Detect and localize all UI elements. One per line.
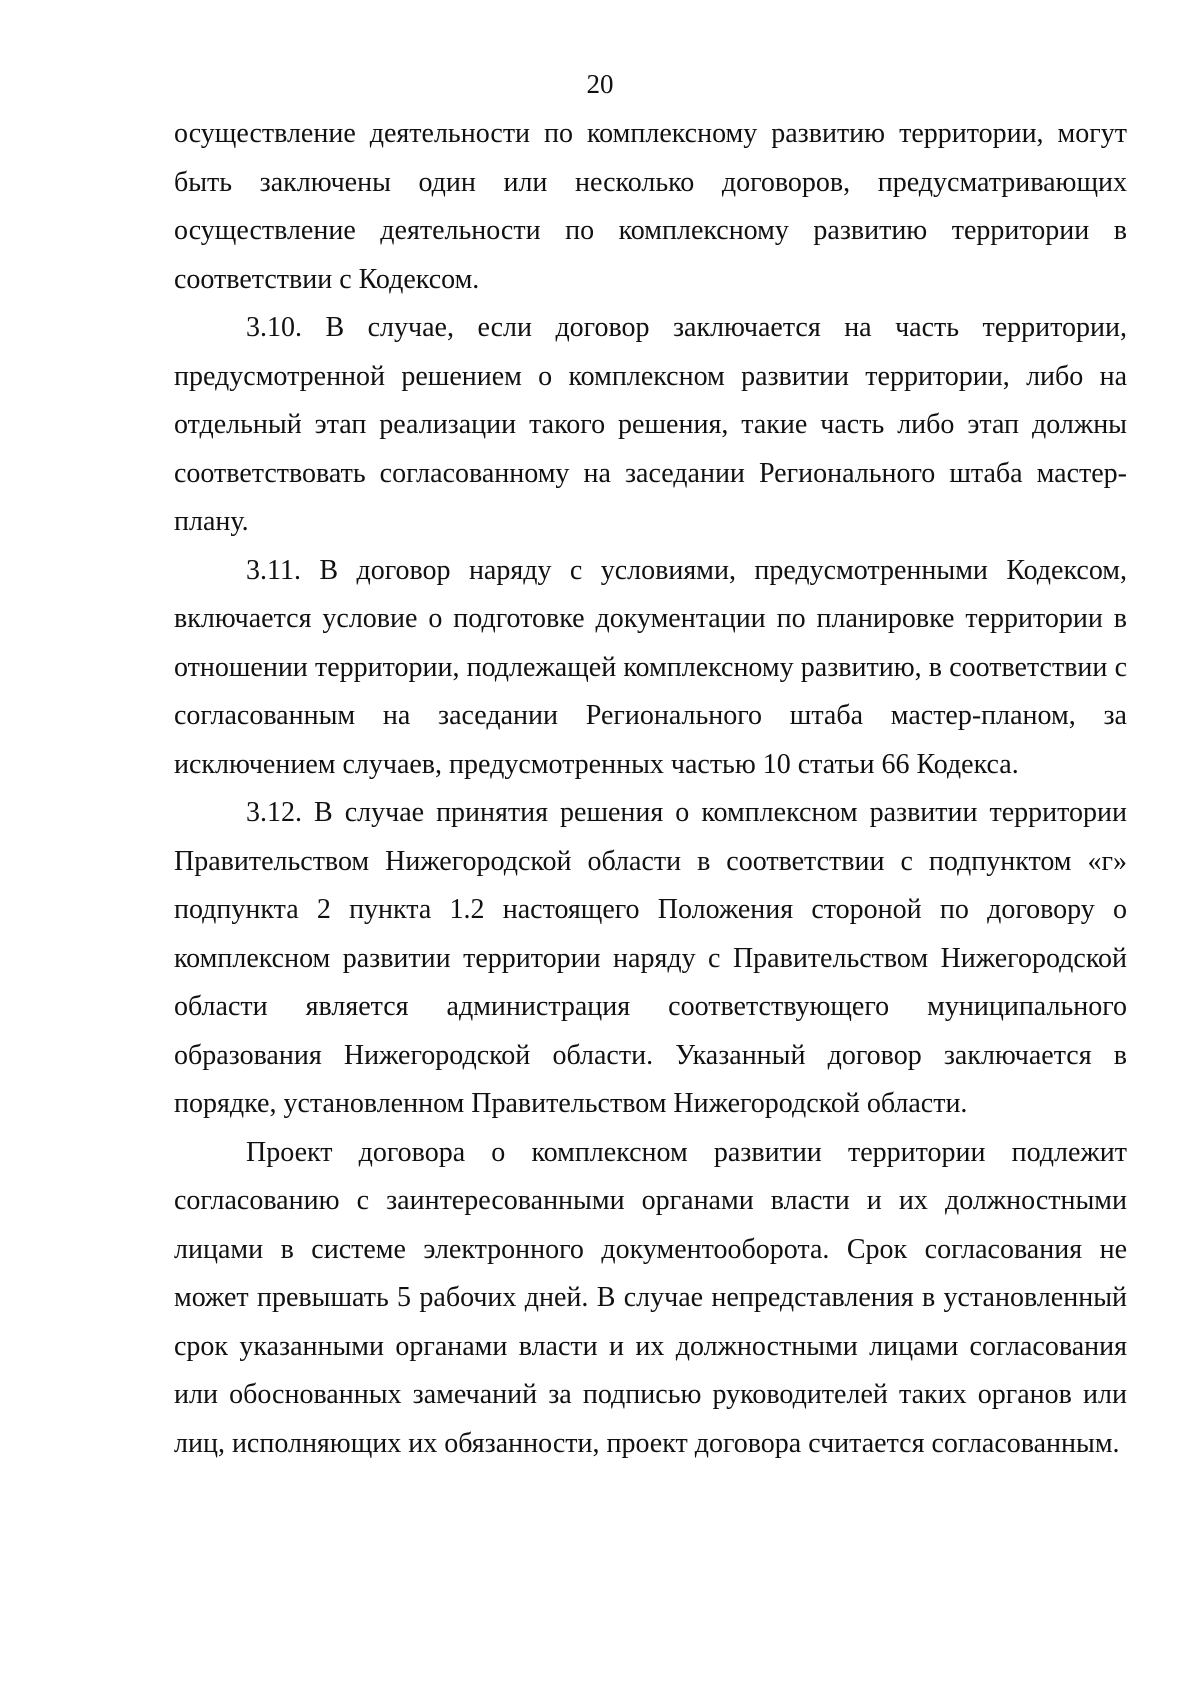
page-number: 20	[586, 69, 614, 99]
paragraph-3-11: 3.11. В договор наряду с условиями, предусмотренными Кодексом, включается условие о подготовке документации по планировке территории в отношении территории, подлежащей комплексному развитию, в соответствии с согласованным на заседании Регионального штаба мастер-планом, за исключением случаев, предусмотренных частью 10 статьи 66 Кодекса.	[174, 554, 1127, 780]
document-body	[174, 110, 1127, 1468]
paragraph-3-10: 3.10. В случае, если договор заключается на часть территории, предусмотренной решением о комплексном развитии территории, либо на отдельный этап реализации такого решения, такие часть либо этап должны соответствовать согласованному на заседании Регионального штаба мастер-плану.	[174, 312, 1127, 537]
paragraph-3-12: 3.12. В случае принятия решения о комплексном развитии территории Правительством Нижегородской области в соответствии с подпунктом «г» подпункта 2 пункта 1.2 настоящего Положения стороной по договору о комплексном развитии территории наряду с Правительством Нижегородской области является администрация соответствующего муниципального образования Нижегородской области. Указанный договор заключается в порядке, установленном Правительством Нижегородской области.	[174, 797, 1127, 1119]
paragraph-continuation: осуществление деятельности по комплексному развитию территории, могут быть заключены один или несколько договоров, предусматривающих осуществление деятельности по комплексному развитию территории в соответствии с Кодексом.	[174, 118, 1127, 295]
paragraph-contract-approval: Проект договора о комплексном развитии территории подлежит согласованию с заинтересованными органами власти и их должностными лицами в системе электронного документооборота. Срок согласования не может превышать 5 рабочих дней. В случае непредставления в установленный срок указанными органами власти и их должностными лицами согласования или обоснованных замечаний за подписью руководителей таких органов или лиц, исполняющих их обязанности, проект договора считается согласованным.	[174, 1136, 1127, 1459]
